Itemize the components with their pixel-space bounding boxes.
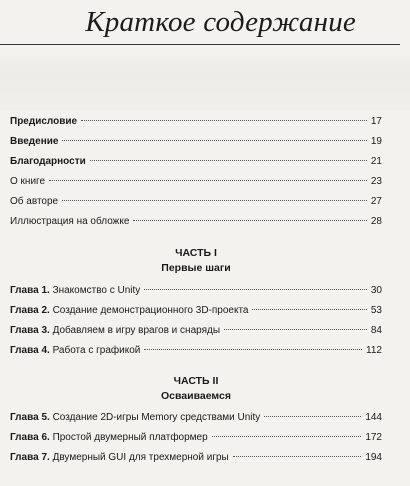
dot-leader bbox=[224, 329, 367, 330]
toc-entry-preface[interactable] bbox=[10, 112, 382, 132]
entry-label: Предисловие bbox=[10, 116, 78, 127]
toc-entry-chapter-6[interactable] bbox=[10, 428, 382, 448]
part-1-chapters bbox=[10, 281, 382, 361]
entry-page: 144 bbox=[365, 412, 382, 423]
bleed-through-background bbox=[0, 48, 410, 110]
part-name: Первые шаги bbox=[161, 262, 231, 274]
chapter-title: Простой двумерный платформер bbox=[52, 432, 208, 443]
toc-entry-about-author[interactable] bbox=[10, 192, 382, 212]
page-title: Краткое содержание bbox=[85, 6, 356, 38]
entry-label bbox=[10, 428, 210, 448]
dot-leader bbox=[81, 120, 367, 121]
toc-entry-acknowledgements[interactable] bbox=[10, 152, 382, 172]
part-2-heading bbox=[10, 374, 382, 404]
toc-entry-about-book[interactable] bbox=[10, 172, 382, 192]
entry-page: 194 bbox=[365, 452, 382, 463]
toc-entry-chapter-7[interactable] bbox=[10, 448, 382, 468]
dot-leader bbox=[264, 416, 361, 417]
dot-leader bbox=[212, 436, 362, 437]
part-number: ЧАСТЬ II bbox=[173, 375, 219, 387]
part-2-chapters bbox=[10, 408, 382, 468]
chapter-prefix: Глава 7. bbox=[10, 452, 50, 463]
toc-entry-chapter-5[interactable] bbox=[10, 408, 382, 428]
entry-page: 23 bbox=[370, 176, 382, 187]
chapter-title: Двумерный GUI для трехмерной игры bbox=[52, 452, 229, 463]
dot-leader bbox=[62, 140, 366, 141]
dot-leader bbox=[90, 160, 367, 161]
entry-page: 28 bbox=[370, 216, 382, 227]
title-area bbox=[0, 0, 400, 45]
chapter-prefix: Глава 4. bbox=[10, 345, 50, 356]
entry-page: 172 bbox=[365, 432, 382, 443]
dot-leader bbox=[144, 349, 362, 350]
entry-label bbox=[10, 341, 142, 361]
entry-label: Об авторе bbox=[10, 196, 59, 207]
entry-page: 17 bbox=[370, 116, 382, 127]
part-name: Осваиваемся bbox=[160, 390, 232, 402]
entry-label: Иллюстрация на обложке bbox=[10, 216, 130, 227]
entry-label: Благодарности bbox=[10, 156, 86, 167]
entry-page: 21 bbox=[370, 156, 382, 167]
entry-label: О книге bbox=[10, 176, 46, 187]
entry-page: 112 bbox=[366, 345, 382, 356]
chapter-title: Работа с графикой bbox=[52, 345, 141, 356]
chapter-prefix: Глава 3. bbox=[10, 325, 50, 336]
chapter-title: Создание 2D-игры Memory средствами Unity bbox=[52, 412, 261, 423]
entry-page: 27 bbox=[370, 196, 382, 207]
dot-leader bbox=[49, 180, 367, 181]
toc-entry-chapter-4[interactable] bbox=[10, 341, 382, 361]
chapter-title: Создание демонстрационного 3D-проекта bbox=[52, 305, 249, 316]
toc-entry-cover-illustration[interactable] bbox=[10, 212, 382, 232]
dot-leader bbox=[233, 456, 362, 457]
entry-page: 30 bbox=[370, 285, 382, 296]
entry-label bbox=[10, 301, 250, 321]
dot-leader bbox=[252, 309, 366, 310]
entry-label bbox=[10, 321, 222, 341]
toc-entry-chapter-3[interactable] bbox=[10, 321, 382, 341]
dot-leader bbox=[144, 289, 367, 290]
entry-label: Введение bbox=[10, 136, 59, 147]
entry-label bbox=[10, 281, 142, 301]
chapter-title: Знакомство с Unity bbox=[52, 285, 141, 296]
toc-entry-introduction[interactable] bbox=[10, 132, 382, 152]
entry-label bbox=[10, 408, 262, 428]
chapter-title: Добавляем в игру врагов и снаряды bbox=[52, 325, 221, 336]
part-number: ЧАСТЬ I bbox=[175, 247, 217, 259]
chapter-prefix: Глава 1. bbox=[10, 285, 50, 296]
entry-page: 84 bbox=[370, 325, 382, 336]
entry-page: 53 bbox=[370, 305, 382, 316]
entry-label bbox=[10, 448, 231, 468]
dot-leader bbox=[133, 220, 366, 221]
part-1-heading bbox=[10, 246, 382, 276]
chapter-prefix: Глава 6. bbox=[10, 432, 50, 443]
dot-leader bbox=[62, 200, 367, 201]
chapter-prefix: Глава 5. bbox=[10, 412, 50, 423]
chapter-prefix: Глава 2. bbox=[10, 305, 50, 316]
toc-entry-chapter-2[interactable] bbox=[10, 301, 382, 321]
front-matter-list bbox=[10, 112, 382, 232]
entry-page: 19 bbox=[370, 136, 382, 147]
toc-entry-chapter-1[interactable] bbox=[10, 281, 382, 301]
